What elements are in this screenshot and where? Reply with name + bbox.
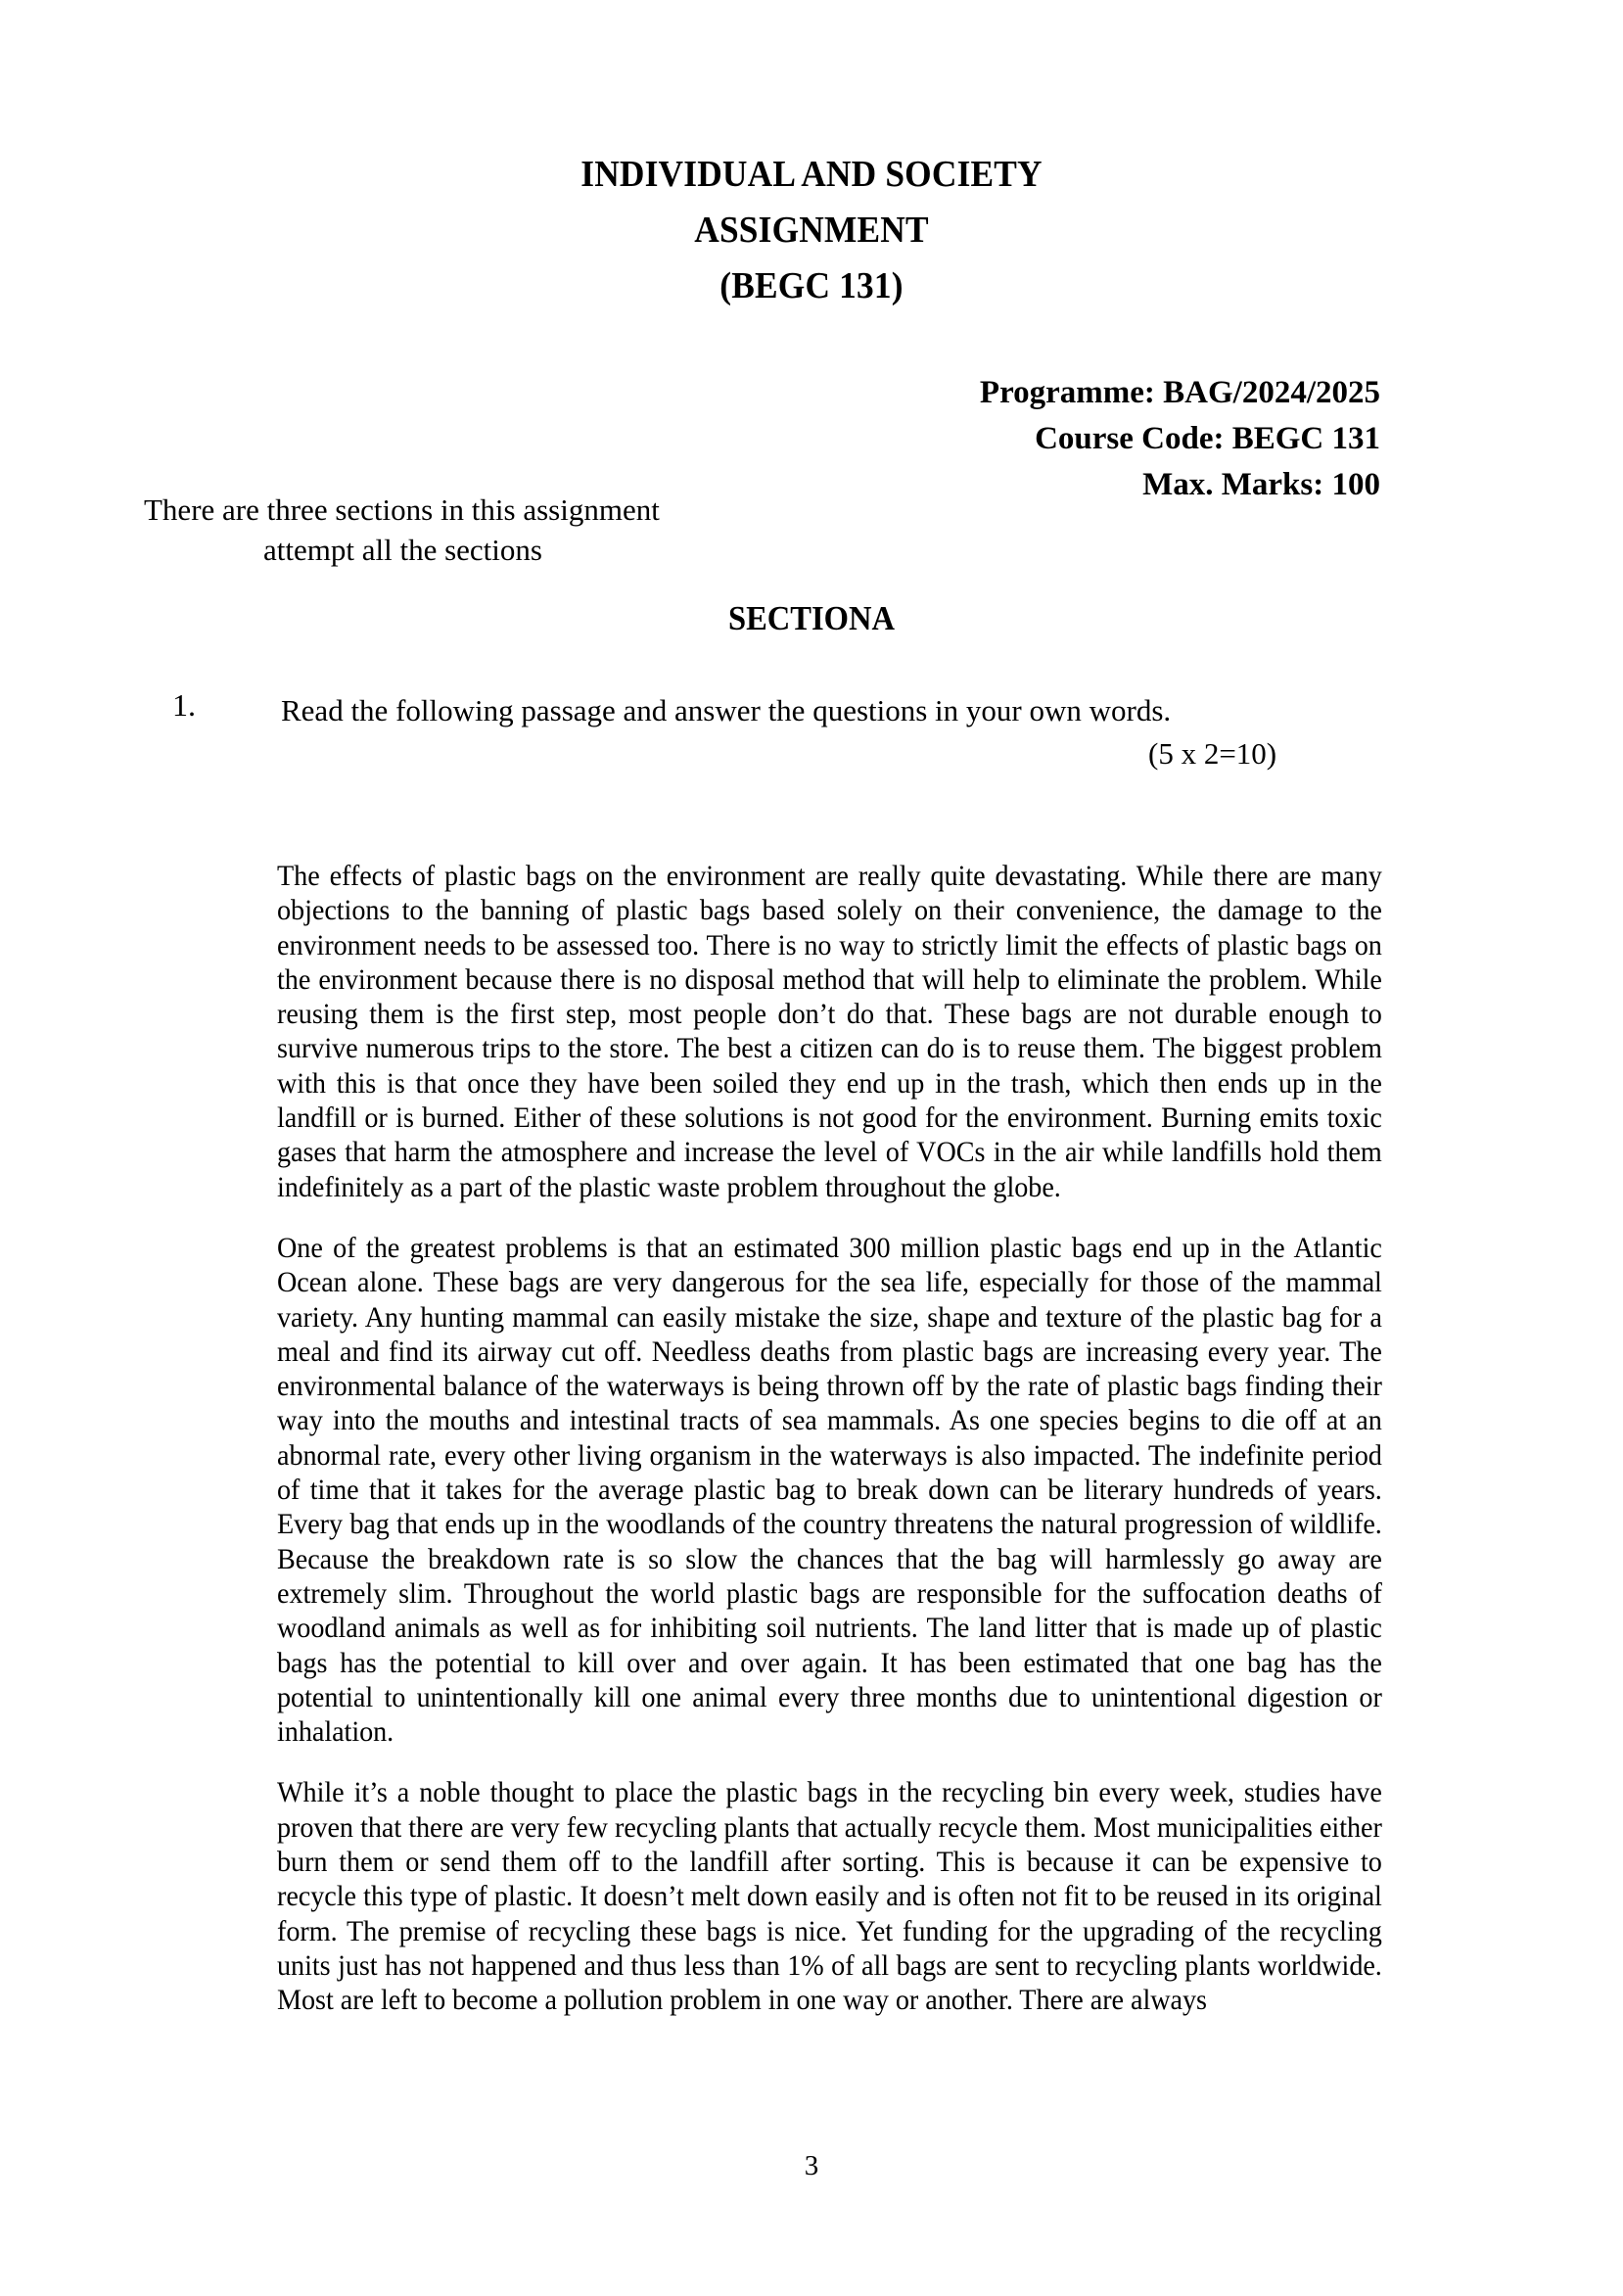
assignment-instructions (144, 490, 660, 570)
course-code-label: Course Code: BEGC 131 (1035, 421, 1380, 456)
title-line-1: INDIVIDUAL AND SOCIETY (580, 154, 1043, 195)
question-number: 1. (172, 687, 196, 723)
document-title-block (0, 147, 1623, 314)
passage-paragraph-3: While it’s a noble thought to place the plastic bags in the recycling bin every week, studies have proven that there are very few recycling plants that actually recycle them. Most municipalities either burn them or send them off to the landfill after sorting. This is because it can be expensive to recycle this type of plastic. It doesn’t melt down easily and is often not fit to be reused in its original form. The premise of recycling these bags is nice. Yet funding for the upgrading of the recycling units just has not happened and thus less than 1% of all bags are sent to recycling plants worldwide. Most are left to become a pollution problem in one way or another. There are always (277, 1777, 1382, 2017)
instruction-line-1: There are three sections in this assignment (144, 492, 660, 527)
question-marks: (5 x 2=10) (1148, 736, 1277, 771)
programme-label: Programme: BAG/2024/2025 (979, 375, 1380, 410)
reading-passage (277, 860, 1382, 2019)
title-line-3: (BEGC 131) (719, 265, 904, 306)
instruction-line-2: attempt all the sections (263, 533, 542, 567)
passage-paragraph-1: The effects of plastic bags on the environment are really quite devastating. While there are many objections to the banning of plastic bags based solely on their convenience, the damage to the environment needs to be assessed too. There is no way to strictly limit the effects of plastic bags on the environment because there is no disposal method that will help to eliminate the problem. While reusing them is the first step, most people don’t do that. These bags are not durable enough to survive numerous trips to the store. The best a citizen can do is to reuse them. The biggest problem with this is that once they have been soiled they end up in the trash, which then ends up in the landfill or is burned. Either of these solutions is not good for the environment. Burning emits toxic gases that harm the atmosphere and increase the level of VOCs in the air while landfills hold them indefinitely as a part of the plastic waste problem throughout the globe. (277, 861, 1382, 1203)
question-text: Read the following passage and answer the questions in your own words. (281, 693, 1172, 727)
programme-info-block (980, 370, 1380, 508)
max-marks-label: Max. Marks: 100 (1142, 467, 1380, 502)
page-number: 3 (804, 2150, 819, 2181)
title-line-2: ASSIGNMENT (694, 210, 929, 251)
passage-paragraph-2: One of the greatest problems is that an estimated 300 million plastic bags end up in the Atlantic Ocean alone. These bags are very dangerous for the sea life, especially for those of the mammal variety. Any hunting mammal can easily mistake the size, shape and texture of the plastic bag for a meal and find its airway cut off. Needless deaths from plastic bags are increasing every year. The environmental balance of the waterways is being thrown off by the rate of plastic bags finding their way into the mouths and intestinal tracts of sea mammals. As one species begins to die off at an abnormal rate, every other living organism in the waterways is also impacted. The indefinite period of time that it takes for the average plastic bag to break down can be literary hundreds of years. Every bag that ends up in the woodlands of the country threatens the natural progression of wildlife. Because the breakdown rate is so slow the chances that the bag will harmlessly go away are extremely slim. Throughout the world plastic bags are responsible for the suffocation deaths of woodland animals as well as for inhibiting soil nutrients. The land litter that is made up of plastic bags has the potential to kill over and over again. It has been estimated that one bag has the potential to unintentionally kill one animal every three months due to unintentional digestion or inhalation. (277, 1232, 1382, 1749)
section-heading: SECTIONA (727, 599, 896, 637)
